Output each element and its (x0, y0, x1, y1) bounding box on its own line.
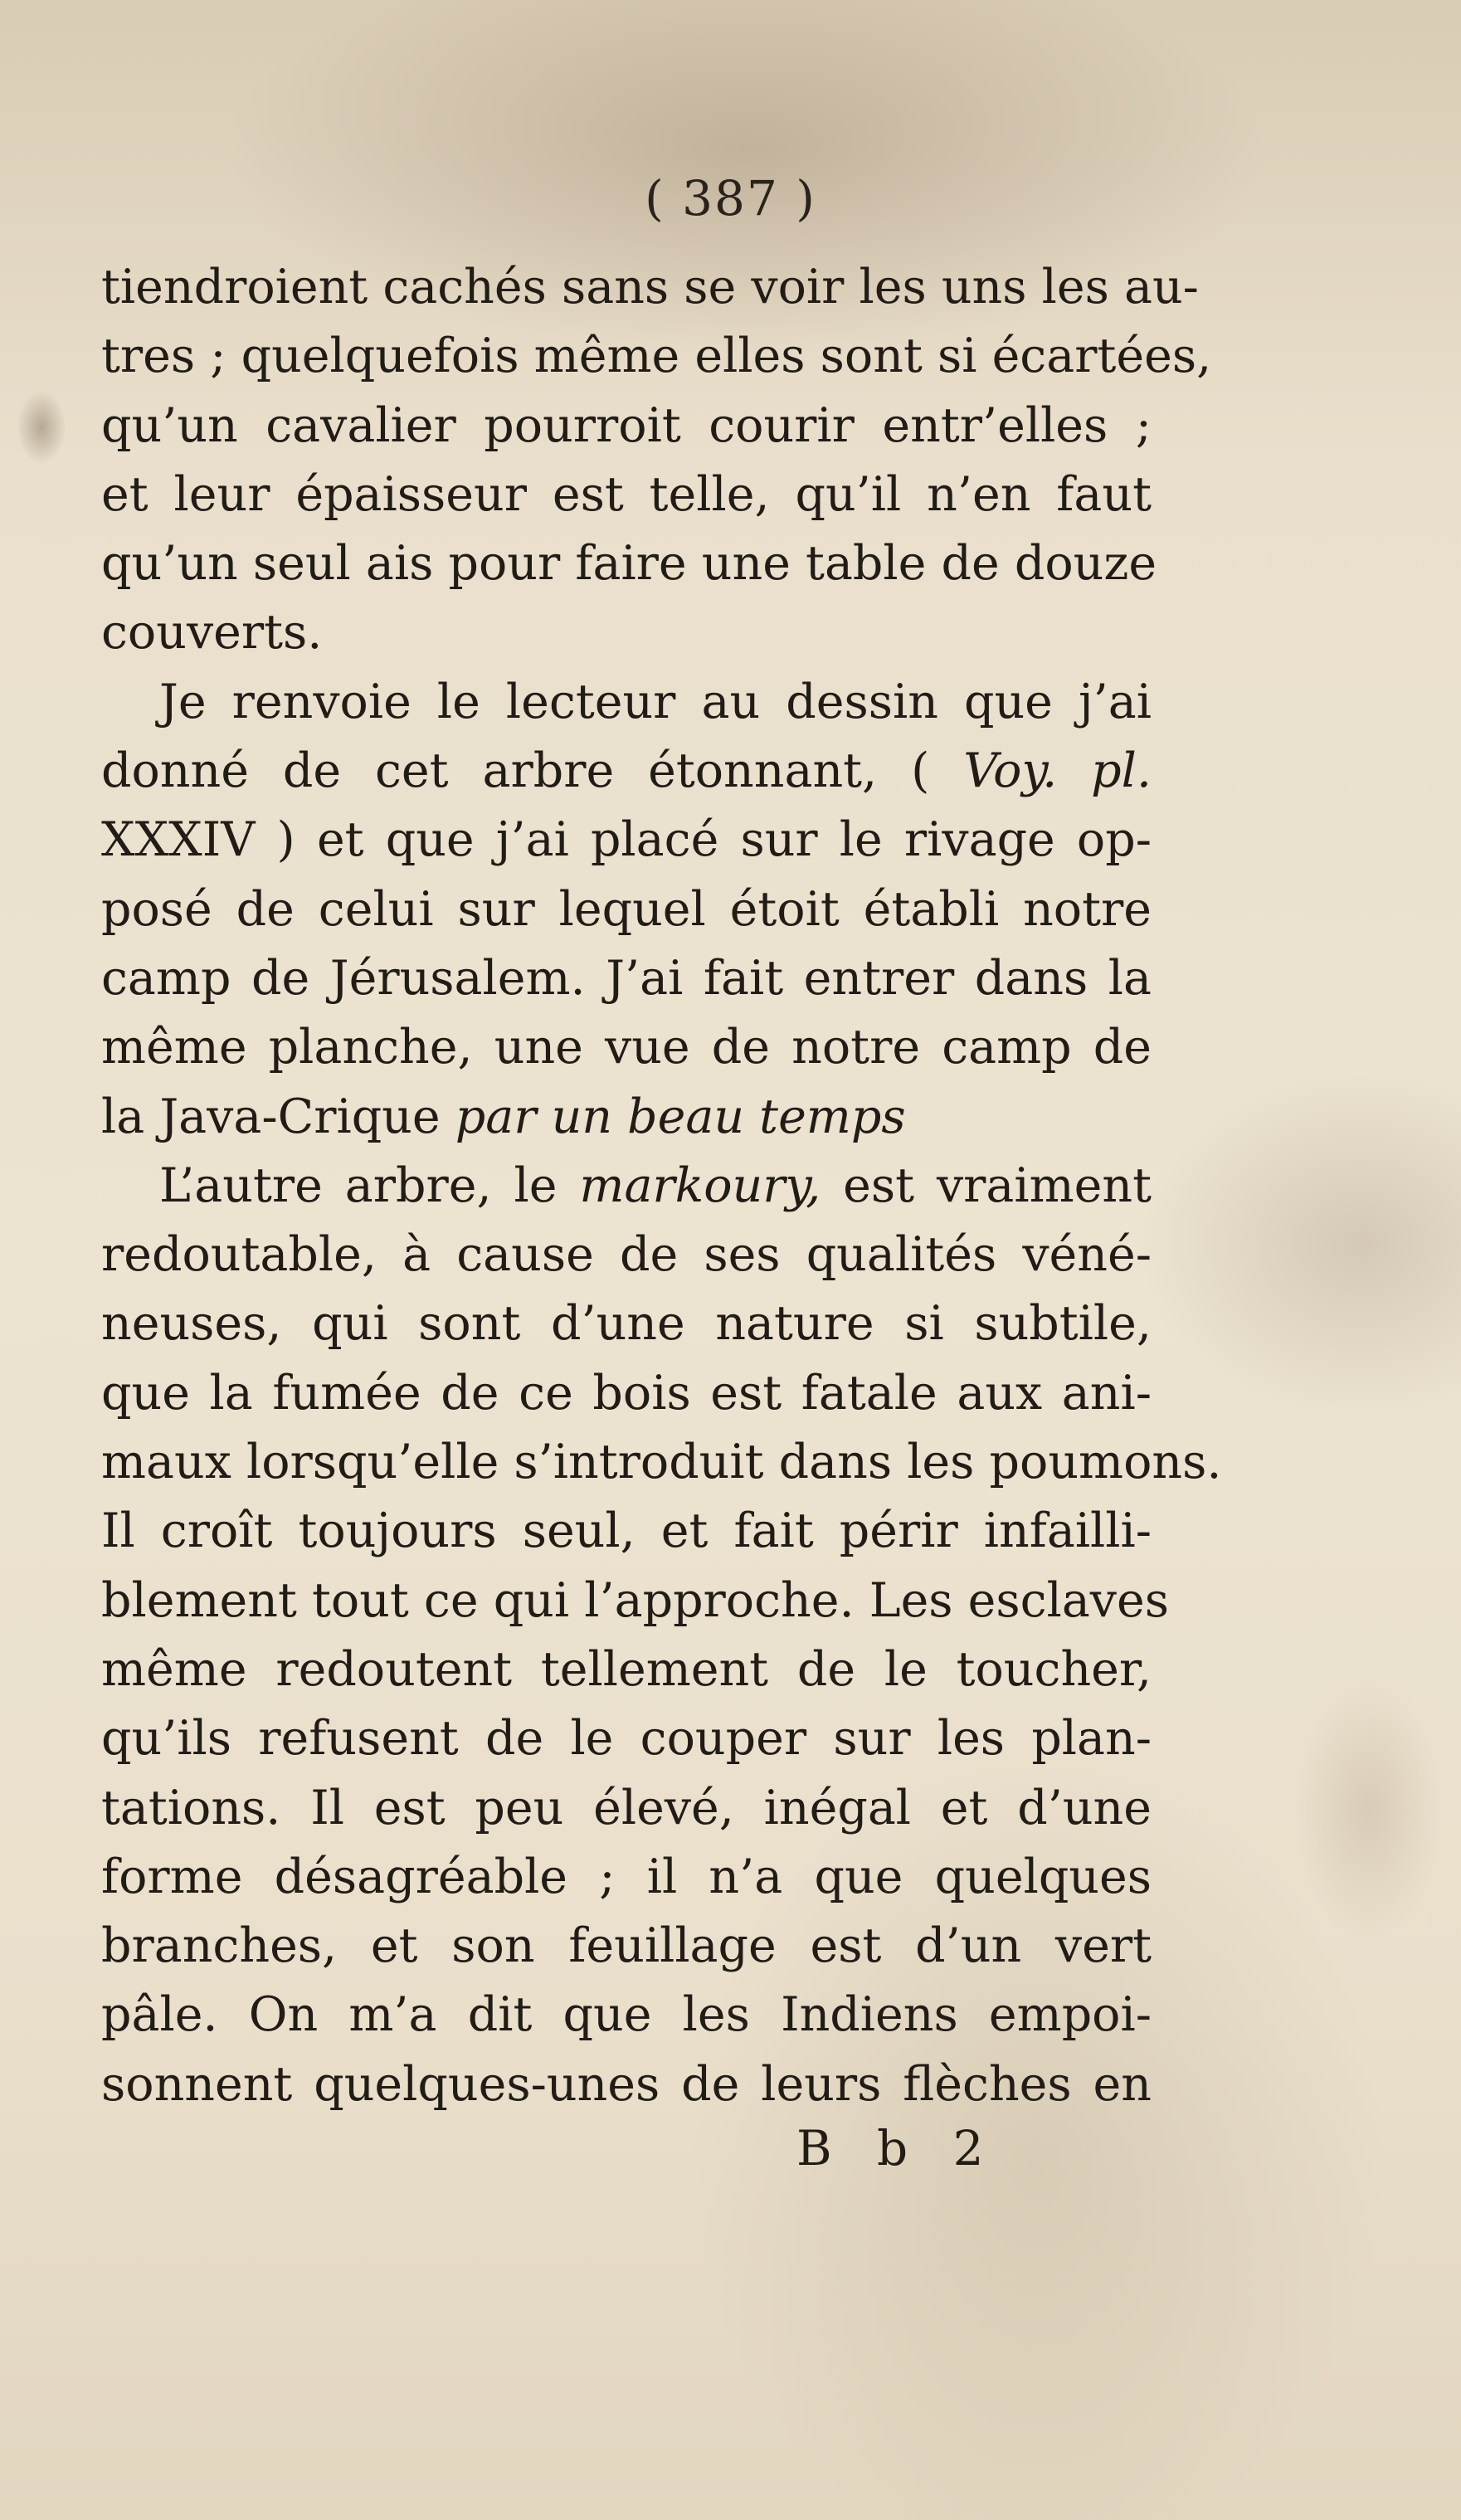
text-line: posé de celui sur lequel étoit établi notre (101, 881, 1152, 937)
text-line-part: est vraiment (821, 1158, 1152, 1213)
text-line-part: L’autre arbre, le (159, 1158, 558, 1213)
text-line (101, 1152, 1152, 1221)
text-line: même redoutent tellement de le toucher, (101, 1641, 1152, 1697)
text-line: et leur épaisseur est telle, qu’il n’en faut (101, 466, 1152, 522)
text-line: tres ; quelquefois même elles sont si écartées, (101, 329, 1212, 384)
body-text (101, 253, 1222, 2119)
italic-term: markoury, (579, 1158, 821, 1213)
text-line: camp de Jérusalem. J’ai fait entrer dans la (101, 950, 1152, 1006)
text-line: maux lorsqu’elle s’introduit dans les poumons. (101, 1435, 1222, 1490)
text-line: Je renvoie le lecteur au dessin que j’ai (159, 674, 1152, 729)
text-line: pâle. On m’a dit que les Indiens empoi- (101, 1987, 1152, 2043)
paper-stain (17, 390, 66, 465)
text-line: couverts. (101, 605, 323, 660)
signature-mark: B b 2 (796, 2120, 999, 2176)
text-line: neuses, qui sont d’une nature si subtile, (101, 1296, 1152, 1352)
text-line: blement tout ce qui l’approche. Les esclaves (101, 1572, 1169, 1628)
text-line (101, 737, 1152, 806)
text-line: même planche, une vue de notre camp de (101, 1020, 1152, 1075)
italic-phrase: par un beau temps (440, 1089, 906, 1144)
text-line: tiendroient cachés sans se voir les uns les au- (101, 260, 1199, 314)
text-line (101, 1083, 1152, 1152)
text-line: qu’ils refusent de le couper sur les plan- (101, 1711, 1152, 1767)
page-number: ( 387 ) (645, 170, 816, 227)
text-line: branches, et son feuillage est d’un vert (101, 1918, 1152, 1974)
text-line: Il croît toujours seul, et fait périr infailli- (101, 1504, 1152, 1559)
text-line: XXXIV ) et que j’ai placé sur le rivage op- (101, 812, 1152, 868)
paper-stain (1294, 1676, 1444, 1942)
text-line: redoutable, à cause de ses qualités véné- (101, 1227, 1152, 1283)
text-line: que la fumée de ce bois est fatale aux ani- (101, 1365, 1152, 1421)
text-line-part: donné de cet arbre étonnant, ( (101, 743, 930, 799)
text-line: forme désagréable ; il n’a que quelques (101, 1849, 1152, 1904)
text-line-part: la Java-Crique (101, 1089, 441, 1144)
text-line: tations. Il est peu élevé, inégal et d’une (101, 1780, 1152, 1835)
text-line: sonnent quelques-unes de leurs flèches en (101, 2056, 1152, 2112)
italic-reference: Voy. pl. (963, 743, 1152, 799)
text-line: qu’un cavalier pourroit courir entr’elles ; (101, 397, 1152, 453)
text-line: qu’un seul ais pour faire une table de douze (101, 536, 1157, 592)
